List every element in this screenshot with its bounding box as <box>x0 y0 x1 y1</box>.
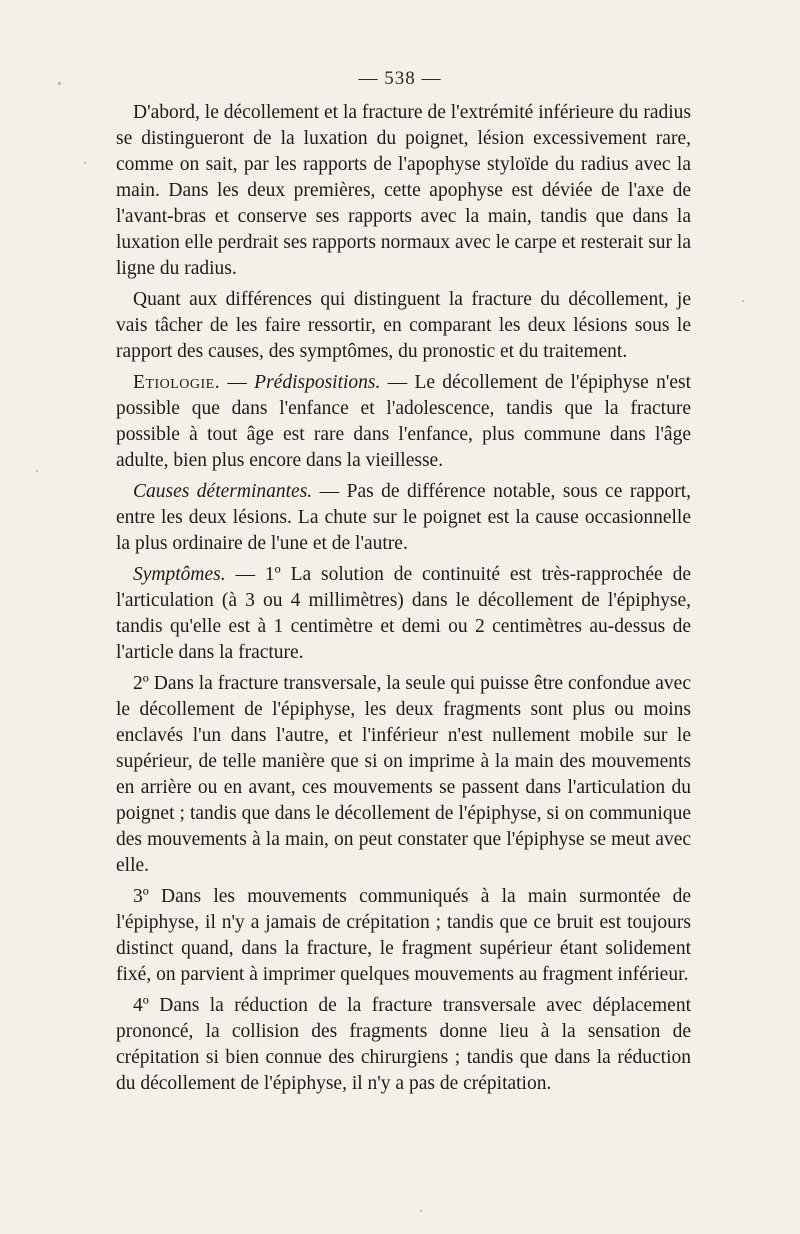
paragraph-text: 3º Dans les mouvements communiqués à la main surmontée de l'épiphyse, il n'y a jamais de crépitation ; tandis que ce bruit est toujours distinct quand, dans la fracture, le fragment supérieur étant solidement fixé, on parvient à imprimer quelques mouvements au fragment inférieur. <box>116 886 691 985</box>
page-number: — 538 — <box>358 68 442 89</box>
subsection-heading: Symptômes. <box>133 564 226 585</box>
paragraph-text: 4º Dans la réduction de la fracture transversale avec déplacement prononcé, la collision des fragments donne lieu à la sensation de crépitation si bien connue des chirurgiens ; tandis que dans la réduction du décollement de l'épiphyse, il n'y a pas de crépitation. <box>116 995 691 1094</box>
heading-separator: — <box>225 564 265 585</box>
paragraph-point-4 <box>116 993 691 1097</box>
paragraph-luxation <box>116 100 691 282</box>
paragraph-text: Le décollement de l'épiphyse n'est possible que dans l'enfance et l'adolescence, tandis que la fracture possible à tout âge est rare dans l'enfance, plus commune dans l'âge adulte, bien plus encore dans la vieillesse. <box>116 372 692 471</box>
paragraph-point-3 <box>116 884 691 988</box>
paper-speck <box>36 470 38 472</box>
paragraph-point-2 <box>116 671 691 879</box>
paragraph-causes <box>116 479 691 557</box>
heading-separator: — <box>380 372 415 393</box>
paragraph-text: Quant aux différences qui distinguent la fracture du décollement, je vais tâcher de les faire ressortir, en comparant les deux lésions sous le rapport des causes, des symptômes, du pronostic et du traitement. <box>116 289 691 362</box>
paper-speck <box>84 162 86 164</box>
paragraph-differences <box>116 287 691 365</box>
body-text <box>116 100 691 1102</box>
subsection-heading: Causes déterminantes. <box>133 481 313 502</box>
paper-speck <box>420 1210 422 1212</box>
paper-speck <box>58 82 61 85</box>
heading-separator: — <box>312 481 347 502</box>
paragraph-text: Pas de différence notable, sous ce rapport, entre les deux lésions. La chute sur le poignet est la cause occasionnelle la plus ordinaire de l'une et de l'autre. <box>116 481 692 554</box>
section-heading: Etiologie. <box>133 372 221 393</box>
paragraph-text: D'abord, le décollement et la fracture de l'extrémité inférieure du radius se distingueront de la luxation du poignet, lésion excessivement rare, comme on sait, par les rapports de l'apophyse styloïde du radius avec la main. Dans les deux premières, cette apophyse est déviée de l'axe de l'avant-bras et conserve ses rapports avec la main, tandis que dans la luxation elle perdrait ses rapports normaux avec le carpe et resterait sur la ligne du radius. <box>116 102 692 279</box>
paper-speck <box>742 300 744 302</box>
heading-separator: — <box>220 372 255 393</box>
paragraph-etiologie <box>116 370 691 474</box>
paragraph-text: 1º La solution de continuité est très-rapprochée de l'articulation (à 3 ou 4 millimètres) dans le décollement de l'épiphyse, tandis qu'elle est à 1 centimètre et demi ou 2 centimètres au-dessus de l'article dans la fracture. <box>116 564 692 663</box>
paragraph-text: 2º Dans la fracture transversale, la seule qui puisse être confondue avec le décollement de l'épiphyse, les deux fragments sont plus ou moins enclavés l'un dans l'autre, et l'inférieur n'est nullement mobile sur le supérieur, de telle manière que si on imprime à la main des mouvements en arrière ou en avant, ces mouvements se passent dans l'articulation du poignet ; tandis que dans le décollement de l'épiphyse, si on communique des mouvements à la main, on peut constater que l'épiphyse se meut avec elle. <box>116 673 691 876</box>
paragraph-symptomes <box>116 562 691 666</box>
subsection-heading: Prédispositions. <box>254 372 381 393</box>
